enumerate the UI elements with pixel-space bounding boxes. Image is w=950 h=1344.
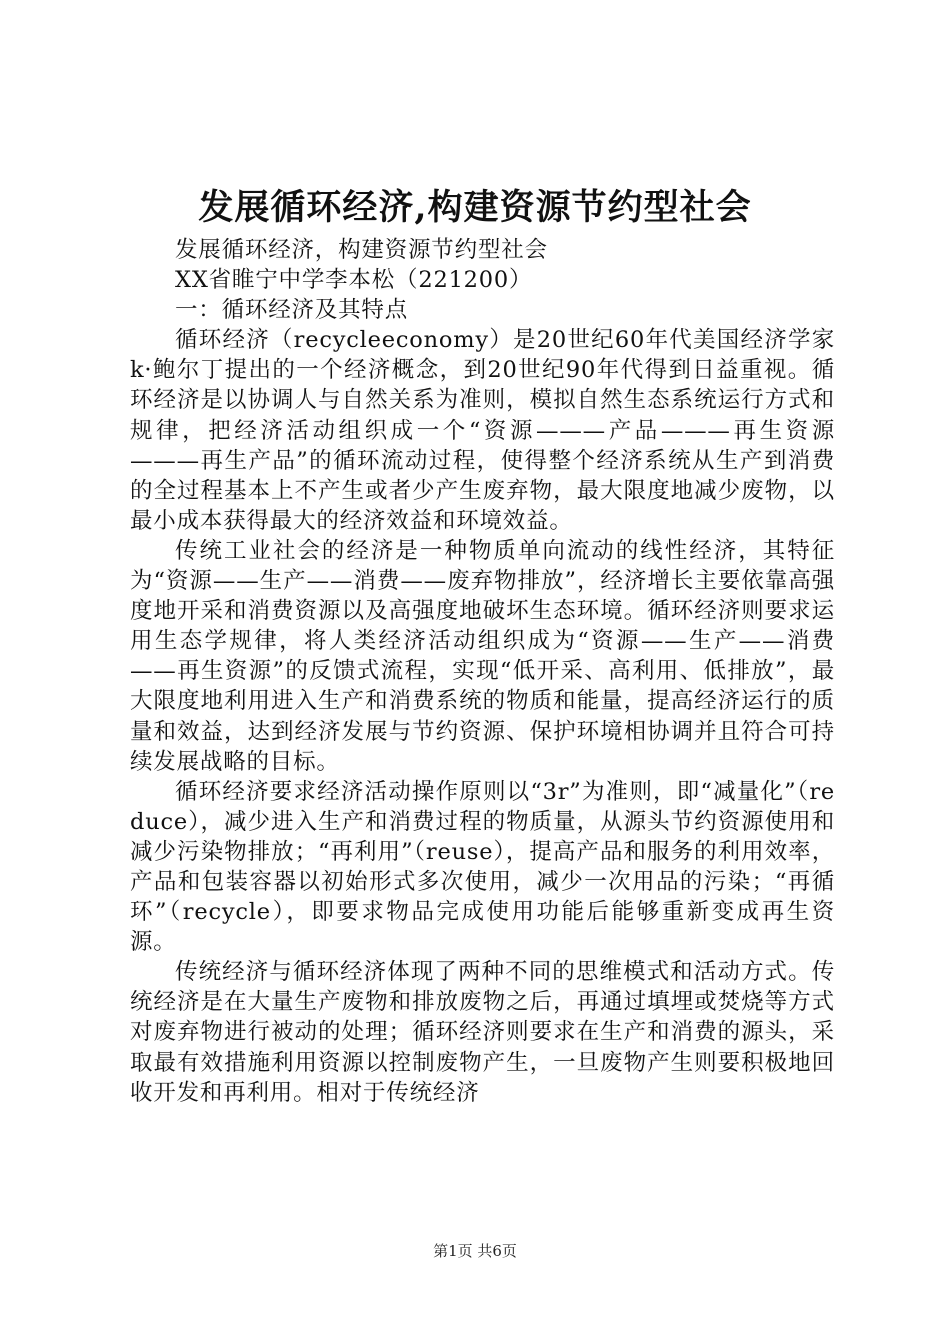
- document-title: 发展循环经济,构建资源节约型社会: [198, 187, 752, 228]
- page-number-footer: 第1页 共6页: [433, 1242, 517, 1260]
- document-body: [130, 235, 835, 1108]
- body-paragraph: 循环经济要求经济活动操作原则以“3r”为准则，即“减量化”（reduce），减少进入生产和消费过程的物质量，从源头节约资源使用和减少污染物排放；“再利用”（reuse），提高产品和服务的利用效率，产品和包装容器以初始形式多次使用，减少一次用品的污染；“再循环”（recycle），即要求物品完成使用功能后能够重新变成再生资源。: [130, 778, 835, 956]
- body-paragraph: 传统工业社会的经济是一种物质单向流动的线性经济，其特征为“资源——生产——消费——废弃物排放”，经济增长主要依靠高强度地开采和消费资源以及高强度地破坏生态环境。循环经济则要求运用生态学规律，将人类经济活动组织成为“资源——生产——消费——再生资源”的反馈式流程，实现“低开采、高利用、低排放”，最大限度地利用进入生产和消费系统的物质和能量，提高经济运行的质量和效益，达到经济发展与节约资源、保护环境相协调并且符合可持续发展战略的目标。: [130, 537, 835, 775]
- body-paragraph: 循环经济（recycleeconomy）是20世纪60年代美国经济学家k·鲍尔丁提出的一个经济概念，到20世纪90年代得到日益重视。循环经济是以协调人与自然关系为准则，模拟自然生态系统运行方式和规律，把经济活动组织成一个“资源———产品———再生资源———再生产品”的循环流动过程，使得整个经济系统从生产到消费的全过程基本上不产生或者少产生废弃物，最大限度地减少废物，以最小成本获得最大的经济效益和环境效益。: [130, 327, 835, 534]
- subtitle-paragraph: 发展循环经济，构建资源节约型社会: [175, 237, 548, 263]
- section-heading: 一：循环经济及其特点: [175, 297, 409, 324]
- author-line: XX省睢宁中学李本松（221200）: [175, 267, 533, 294]
- body-paragraph: 传统经济与循环经济体现了两种不同的思维模式和活动方式。传统经济是在大量生产废物和排放废物之后，再通过填埋或焚烧等方式对废弃物进行被动的处理；循环经济则要求在生产和消费的源头，采取最有效措施利用资源以控制废物产生，一旦废物产生则要积极地回收开发和再利用。相对于传统经济: [130, 959, 835, 1106]
